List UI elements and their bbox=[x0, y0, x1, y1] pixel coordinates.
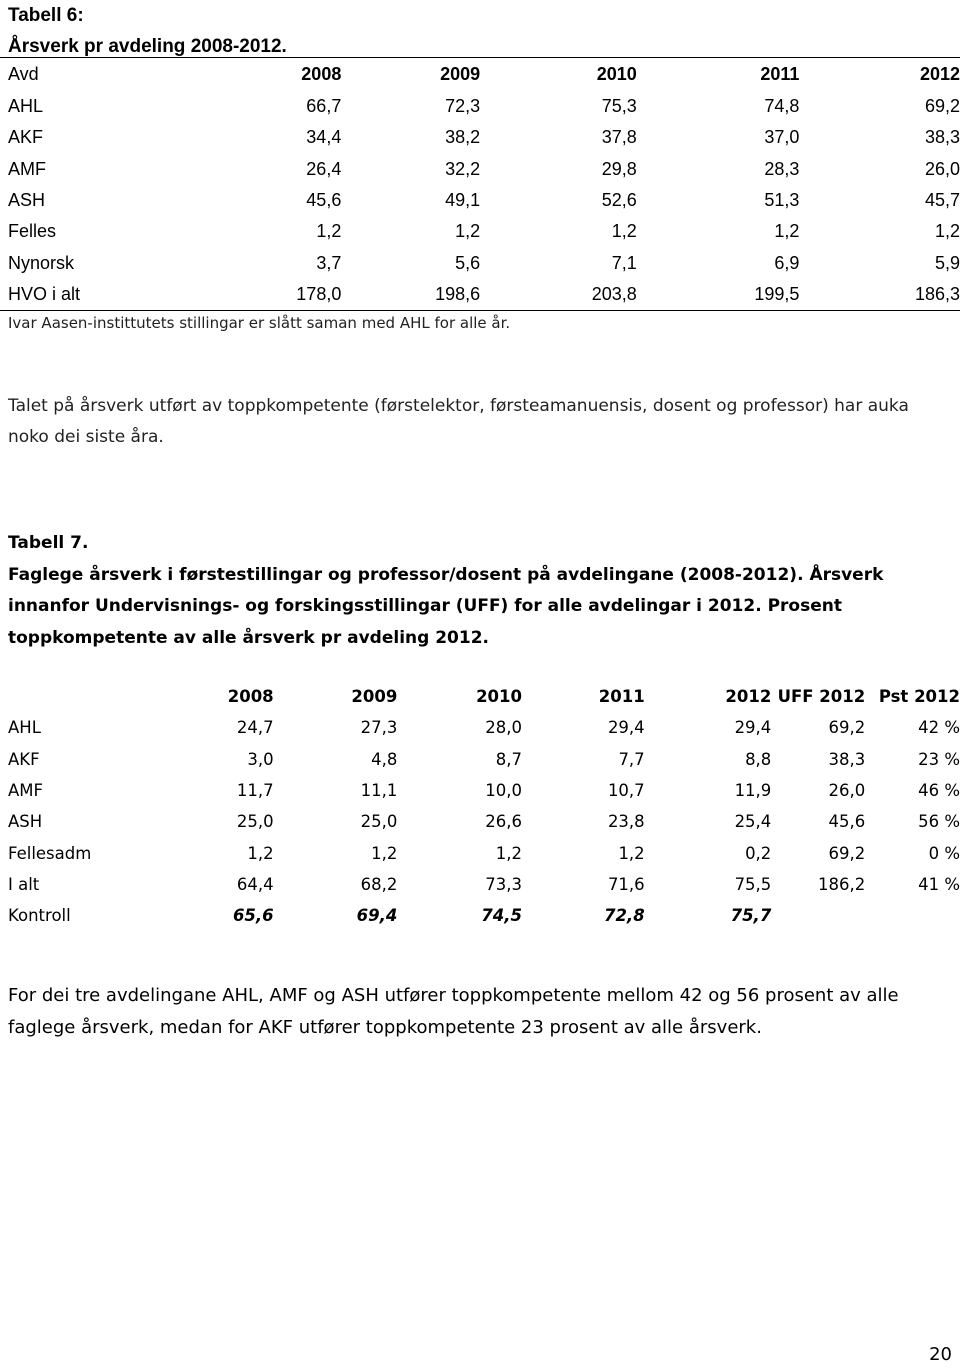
table-cell bbox=[865, 900, 960, 931]
table-cell: 11,1 bbox=[360, 781, 398, 801]
paragraph-toppkompetente: Talet på årsverk utført av toppkompetente (førstelektor, førsteamanuensis, dosent og professor) har auka noko dei siste åra. bbox=[8, 396, 909, 447]
table-row bbox=[0, 775, 960, 806]
table-row bbox=[0, 712, 960, 743]
row-label: I alt bbox=[8, 874, 40, 894]
table7-header-cell: UFF 2012 bbox=[777, 687, 866, 707]
table-cell: 38,2 bbox=[445, 127, 481, 148]
table-cell: 11,7 bbox=[236, 781, 274, 801]
row-label: Kontroll bbox=[8, 906, 71, 926]
table-cell: 73,3 bbox=[485, 874, 522, 894]
table-cell: 23 % bbox=[918, 749, 960, 769]
table-row bbox=[0, 154, 960, 185]
table-cell: 75,7 bbox=[730, 906, 772, 926]
table7-header-row bbox=[0, 681, 960, 712]
table-cell: 0,2 bbox=[745, 843, 772, 863]
table-cell: 29,4 bbox=[607, 718, 645, 738]
table-cell: 10,7 bbox=[607, 781, 645, 801]
table6-label: Tabell 6: bbox=[8, 5, 84, 26]
table-cell: 203,8 bbox=[480, 279, 637, 311]
table-cell: 1,2 bbox=[247, 843, 274, 863]
table6-header-cell: Avd bbox=[0, 58, 147, 92]
table-row bbox=[0, 869, 960, 900]
row-label: Fellesadm bbox=[8, 843, 92, 863]
table6-title: Årsverk pr avdeling 2008-2012. bbox=[8, 36, 287, 57]
table-cell: 38,3 bbox=[924, 127, 960, 148]
table7 bbox=[0, 681, 960, 931]
table-cell: 64,4 bbox=[236, 874, 274, 894]
table-row bbox=[0, 91, 960, 122]
table-cell: 66,7 bbox=[306, 96, 342, 117]
table7-header-cell: Pst 2012 bbox=[878, 687, 960, 707]
table-cell: 5,9 bbox=[934, 252, 960, 273]
table-cell: 8,8 bbox=[745, 749, 772, 769]
table7-header-cell: 2010 bbox=[476, 687, 522, 707]
table6-header-cell: 2010 bbox=[480, 58, 637, 92]
table-cell: 0 % bbox=[928, 843, 960, 863]
table-cell: 38,3 bbox=[828, 749, 866, 769]
table-cell: 29,8 bbox=[601, 158, 637, 179]
table-cell: 7,1 bbox=[611, 252, 637, 273]
table-cell: 198,6 bbox=[341, 279, 480, 311]
table-cell: 45,7 bbox=[924, 190, 960, 211]
row-label: ASH bbox=[8, 812, 43, 832]
table-cell: 29,4 bbox=[734, 718, 772, 738]
table-cell: 4,8 bbox=[371, 749, 398, 769]
table-cell bbox=[771, 900, 865, 931]
table-row bbox=[0, 247, 960, 278]
table-cell: 41 % bbox=[918, 874, 960, 894]
table-cell: 74,5 bbox=[481, 906, 522, 926]
table-cell: 69,4 bbox=[356, 906, 398, 926]
table-cell: 10,0 bbox=[485, 781, 522, 801]
table7-label: Tabell 7. bbox=[8, 533, 89, 553]
table-cell: 1,2 bbox=[495, 843, 522, 863]
table6 bbox=[0, 57, 960, 311]
table-cell: 75,3 bbox=[601, 96, 637, 117]
page-number: 20 bbox=[929, 1344, 952, 1365]
table-cell: 25,0 bbox=[360, 812, 398, 832]
table-cell: 51,3 bbox=[764, 190, 800, 211]
table6-header-cell: 2008 bbox=[147, 58, 341, 92]
table-cell: 37,8 bbox=[601, 127, 637, 148]
table-cell: 69,2 bbox=[924, 96, 960, 117]
table7-header-cell: 2009 bbox=[351, 687, 398, 707]
row-label: AHL bbox=[8, 718, 41, 738]
table-cell: 1,2 bbox=[455, 221, 481, 242]
table-cell: 3,0 bbox=[247, 749, 274, 769]
table-cell: 45,6 bbox=[306, 190, 342, 211]
table6-header-cell: 2009 bbox=[341, 58, 480, 92]
table-cell: 52,6 bbox=[601, 190, 637, 211]
table7-header-cell: 2012 bbox=[725, 687, 772, 707]
table-cell: 45,6 bbox=[828, 812, 866, 832]
table7-header-cell: 2011 bbox=[598, 687, 645, 707]
table-cell: 24,7 bbox=[236, 718, 274, 738]
table-cell: 56 % bbox=[918, 812, 960, 832]
table-cell: 11,9 bbox=[734, 781, 772, 801]
table-cell: 1,2 bbox=[774, 221, 800, 242]
table-row-total bbox=[0, 279, 960, 311]
table-cell: 72,3 bbox=[445, 96, 481, 117]
table-cell: 49,1 bbox=[445, 190, 481, 211]
table-cell: 25,0 bbox=[236, 812, 274, 832]
table-cell: 75,5 bbox=[734, 874, 772, 894]
table-cell: 68,2 bbox=[360, 874, 398, 894]
row-label: HVO i alt bbox=[0, 279, 147, 311]
table-cell: 46 % bbox=[918, 781, 960, 801]
table-cell: 1,2 bbox=[316, 221, 342, 242]
table-cell: 26,0 bbox=[924, 158, 960, 179]
table-cell: 26,0 bbox=[828, 781, 866, 801]
table-cell: 186,2 bbox=[817, 874, 866, 894]
row-label: ASH bbox=[8, 190, 46, 211]
table6-header-row bbox=[0, 58, 960, 92]
table-cell: 72,8 bbox=[603, 906, 645, 926]
table-cell: 26,4 bbox=[306, 158, 342, 179]
table-cell: 28,0 bbox=[485, 718, 522, 738]
table-cell: 74,8 bbox=[764, 96, 800, 117]
table-cell: 37,0 bbox=[764, 127, 800, 148]
table-cell: 6,9 bbox=[774, 252, 800, 273]
table6-header-cell: 2012 bbox=[799, 58, 960, 92]
table7-title: Faglege årsverk i førstestillingar og professor/dosent på avdelingane (2008-2012). Årsverk innanfor Undervisnings- og forskingsstillingar (UFF) for alle avdelingar i 2012. Prosent toppkompetente av alle årsverk pr avdeling 2012. bbox=[8, 564, 884, 648]
table6-header-cell: 2011 bbox=[637, 58, 800, 92]
table-cell: 3,7 bbox=[316, 252, 342, 273]
table-row bbox=[0, 185, 960, 216]
row-label: AHL bbox=[8, 96, 44, 117]
table-cell: 5,6 bbox=[455, 252, 481, 273]
row-label: AKF bbox=[8, 749, 40, 769]
table-cell: 1,2 bbox=[618, 843, 645, 863]
table-cell: 8,7 bbox=[495, 749, 522, 769]
table-cell: 34,4 bbox=[306, 127, 342, 148]
table7-header-cell: 2008 bbox=[227, 687, 274, 707]
table-cell: 7,7 bbox=[618, 749, 645, 769]
row-label: Felles bbox=[8, 221, 57, 242]
table-cell: 28,3 bbox=[764, 158, 800, 179]
table-row bbox=[0, 806, 960, 837]
table-cell: 32,2 bbox=[445, 158, 481, 179]
table-cell: 23,8 bbox=[607, 812, 645, 832]
table-row bbox=[0, 216, 960, 247]
table-cell: 27,3 bbox=[360, 718, 398, 738]
table-row-control bbox=[0, 900, 960, 931]
table-cell: 69,2 bbox=[828, 718, 866, 738]
table-cell: 199,5 bbox=[637, 279, 800, 311]
row-label: AKF bbox=[8, 127, 44, 148]
row-label: AMF bbox=[8, 158, 46, 179]
table7-heading bbox=[8, 528, 956, 654]
table-cell: 178,0 bbox=[147, 279, 341, 311]
table-row bbox=[0, 837, 960, 868]
table-cell: 42 % bbox=[918, 718, 960, 738]
table-cell: 65,6 bbox=[232, 906, 274, 926]
table-cell: 186,3 bbox=[799, 279, 960, 311]
row-label: AMF bbox=[8, 781, 44, 801]
table-cell: 1,2 bbox=[371, 843, 398, 863]
table-row bbox=[0, 122, 960, 153]
table-cell: 25,4 bbox=[734, 812, 772, 832]
table-cell: 1,2 bbox=[611, 221, 637, 242]
table-cell: 1,2 bbox=[934, 221, 960, 242]
table-row bbox=[0, 744, 960, 775]
table6-footnote: Ivar Aasen-instittutets stillingar er slått saman med AHL for alle år. bbox=[8, 314, 511, 332]
table7-header-cell bbox=[0, 681, 118, 712]
table-cell: 69,2 bbox=[828, 843, 866, 863]
paragraph-summary: For dei tre avdelingane AHL, AMF og ASH utfører toppkompetente mellom 42 og 56 prosent av alle faglege årsverk, medan for AKF utfører toppkompetente 23 prosent av alle årsverk. bbox=[8, 985, 899, 1038]
row-label: Nynorsk bbox=[8, 252, 75, 273]
table6-heading bbox=[8, 0, 287, 62]
table-cell: 26,6 bbox=[485, 812, 522, 832]
table-cell: 71,6 bbox=[607, 874, 645, 894]
